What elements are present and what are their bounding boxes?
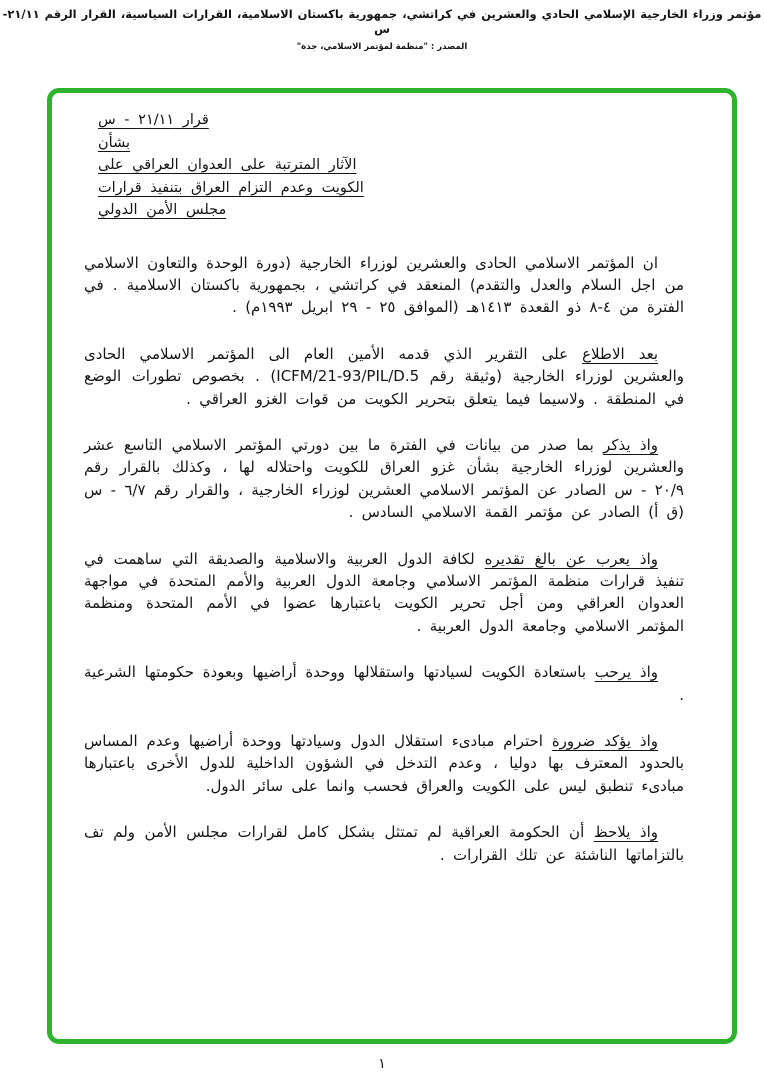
title-line-subject-1: الآثار المترتبة على العدوان العراقي على <box>98 157 357 173</box>
paragraph-affirming <box>84 730 684 797</box>
paragraph-text: أن الحكومة العراقية لم تمتثل بشكل كامل لقرارات مجلس الأمن ولم تف بالتزاماتها الناشئة عن تلك القرارات . <box>84 823 684 864</box>
paragraph-recalling <box>84 434 684 524</box>
paragraph-welcoming <box>84 661 684 706</box>
title-line-subject-3: مجلس الأمن الدولي <box>98 202 227 218</box>
header-title: مؤتمر وزراء الخارجية الإسلامي الحادي والعشرين في كراتشي، جمهورية باكستان الاسلامية، القرارات السياسية، القرار الرقم ٢١/١١-س <box>2 7 762 36</box>
header-source: المصدر : "منظمة لمؤتمر الاسلامي، جدة" <box>296 42 468 52</box>
paragraph-text: احترام مبادىء استقلال الدول وسيادتها ووحدة أراضيها وعدم المساس بالحدود المعترف بها دوليا ، وعدم التدخل في الشؤون الداخلية للدول الأخرى باعتبارها مبادىء تنطبق ليس على الكويت والعراق فحسب وانما على سائر الدول. <box>84 732 684 795</box>
paragraph-lead: واذ يلاحظ <box>593 823 658 842</box>
paragraph-having-reviewed <box>84 343 684 410</box>
paragraph-noting <box>84 821 684 866</box>
page-header <box>0 0 764 52</box>
title-line-concerning: بشأن <box>98 134 131 151</box>
paragraph-text: بما صدر من بيانات في الفترة ما بين دورتي المؤتمر الاسلامي التاسع عشر والعشرين لوزراء الخارجية بشأن غزو العراق للكويت واحتلاله لها ، وكذلك بالقرار رقم ٢٠/٩ - س الصادر عن المؤتمر الاسلامي العشرين لوزراء الخارجية ، والقرار رقم ٦/٧ - س (ق أ) الصادر عن مؤتمر القمة الاسلامي السادس . <box>84 435 684 522</box>
paragraph-lead: بعد الاطلاع <box>582 344 658 363</box>
resolution-body <box>84 252 684 867</box>
paragraph-lead: واذ يؤكد ضرورة <box>551 732 658 750</box>
paragraph-lead: واذ يذكر <box>603 435 658 454</box>
document-frame <box>47 88 737 1044</box>
paragraph-lead: واذ يرحب <box>594 663 659 682</box>
page-number: ١ <box>378 1056 386 1072</box>
resolution-title-block <box>84 109 684 222</box>
paragraph-text: على التقرير الذي قدمه الأمين العام الى المؤتمر الاسلامي الحادى والعشرين لوزراء الخارجية (وثيقة رقم ICFM/21-93/PIL/D.5) . بخصوص تطورات الوضع في المنطقة . ولاسيما فيما يتعلق بتحرير الكويت من قوات الغزو العراقي . <box>84 344 684 408</box>
paragraph-lead: واذ يعرب عن بالغ تقديره <box>484 549 658 568</box>
title-line-resolution-number: قرار ٢١/١١ - س <box>98 112 209 128</box>
paragraph-preamble <box>84 252 684 319</box>
paragraph-text: ان المؤتمر الاسلامي الحادى والعشرين لوزراء الخارجية (دورة الوحدة والتعاون الاسلامي من اجل السلام والعدل والتقدم) المنعقد في كراتشي ، بجمهورية باكستان الاسلامية . في الفترة من ٤-٨ ذو القعدة ١٤١٣هـ (الموافق ٢٥ - ٢٩ ابريل ١٩٩٣م) . <box>84 253 684 317</box>
paragraph-text: باستعادة الكويت لسيادتها واستقلالها ووحدة أراضيها وبعودة حكومتها الشرعية . <box>84 663 684 704</box>
paragraph-expressing-appreciation <box>84 548 684 638</box>
title-line-subject-2: الكويت وعدم التزام العراق بتنفيذ قرارات <box>98 179 364 196</box>
paragraph-text: لكافة الدول العربية والاسلامية والصديقة التي ساهمت في تنفيذ قرارات منظمة المؤتمر الاسلامي وجامعة الدول العربية والأمم المتحدة في مواجهة العدوان العراقي ومن أجل تحرير الكويت باعتبارها عضوا في الأمم المتحدة ومنظمة المؤتمر الاسلامي وجامعة الدول العربية . <box>84 549 684 635</box>
